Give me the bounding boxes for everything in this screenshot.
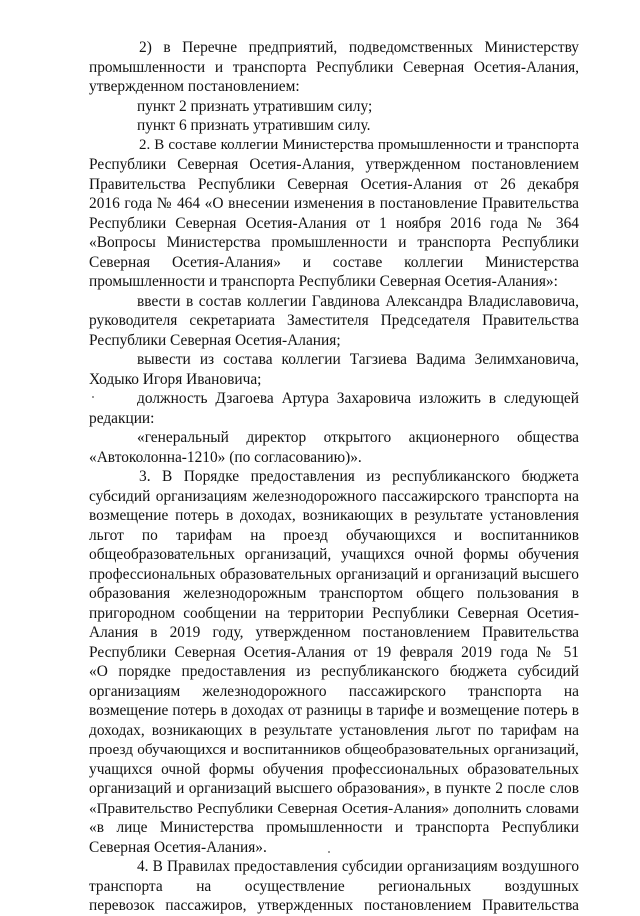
text-line: возмещение потерь в доходах от разницы в тарифе и возмещение потерь в — [89, 702, 579, 719]
text-line: пригородном сообщении на территории Республики Северная Осетия- — [89, 604, 579, 622]
text-line: Северная Осетия-Алания». — [89, 838, 267, 856]
text-line: профессиональных образовательных организаций и организаций высшего — [89, 565, 579, 583]
text-line: 2016 года № 464 «О внесении изменения в постановление Правительства — [89, 195, 579, 212]
text-line: образования железнодорожным транспортом общего пользования в — [89, 585, 579, 602]
text-line: организациям железнодорожного пассажирского транспорта на — [89, 682, 579, 700]
text-line: вывести из состава коллегии Тагзиева Вадима Зелимхановича, — [137, 351, 579, 368]
text-line: Республики Северная Осетия-Алания от 1 ноября 2016 года № 364 — [89, 214, 579, 232]
text-line: «Правительство Республики Северная Осетия-Алания» дополнить словами — [89, 799, 579, 817]
text-line: 2. В составе коллегии Министерства промышленности и транспорта — [139, 136, 579, 153]
text-line: «Вопросы Министерства промышленности и транспорта Республики — [89, 234, 579, 251]
text-line: утвержденном постановлением: — [89, 78, 300, 95]
text-line: Северная Осетия-Алания» и составе коллегии Министерства — [89, 253, 579, 271]
text-line: редакции: — [89, 409, 155, 427]
text-line: пункт 2 признать утратившим силу; — [137, 97, 373, 115]
text-line: Ходыко Игоря Ивановича; — [89, 370, 262, 388]
text-line: «генеральный директор открытого акционерного общества — [137, 429, 579, 446]
text-line: льгот по тарифам на проезд обучающихся и воспитанников — [89, 526, 579, 544]
text-line: возмещение потерь в доходах, возникающих в результате установления — [89, 507, 579, 524]
text-line: руководителя секретариата Заместителя Председателя Правительства — [89, 312, 579, 329]
text-line: 2) в Перечне предприятий, подведомственных Министерству — [139, 39, 579, 56]
text-line: проезд обучающихся и воспитанников общеобразовательных организаций, — [89, 741, 579, 758]
text-line: субсидий организациям железнодорожного пассажирского транспорта на — [89, 487, 579, 505]
document-body — [89, 38, 579, 916]
text-line: Алания в 2019 году, утвержденном постановлением Правительства — [89, 624, 579, 641]
text-line: 3. В Порядке предоставления из республиканского бюджета — [139, 468, 579, 485]
text-line: общеобразовательных организаций, учащихся очной формы обучения — [89, 546, 579, 563]
text-line: организаций и организаций высшего образования», в пункте 2 после слов — [89, 780, 579, 797]
text-line: ввести в состав коллегии Гавдинова Александра Владиславовича, — [137, 292, 579, 310]
text-line: промышленности и транспорта Республики Северная Осетия-Алания, — [89, 58, 579, 76]
text-line: учащихся очной формы обучения профессиональных образовательных — [89, 760, 579, 778]
text-line: должность Дзагоева Артура Захаровича изложить в следующей — [137, 390, 579, 407]
text-line: «О порядке предоставления из республиканского бюджета субсидий — [89, 663, 579, 680]
text-line: 4. В Правилах предоставления субсидии организациям воздушного — [137, 858, 579, 875]
text-line: доходах, возникающих в результате установления льгот по тарифам на — [89, 721, 579, 739]
text-line: перевозок пассажиров, утвержденных постановлением Правительства — [89, 897, 579, 914]
text-line: Правительства Республики Северная Осетия-Алания от 26 декабря — [89, 175, 579, 193]
text-line: транспорта на осуществление региональных воздушных — [89, 877, 579, 895]
text-line: «в лице Министерства промышленности и транспорта Республики — [89, 819, 579, 836]
text-line: Республики Северная Осетия-Алания от 19 февраля 2019 года № 51 — [89, 643, 579, 661]
text-line: «Автоколонна-1210» (по согласованию)». — [89, 448, 362, 466]
text-line: пункт 6 признать утратившим силу. — [137, 117, 371, 134]
text-line: Республики Северная Осетия-Алания, утвержденном постановлением — [89, 156, 579, 173]
text-line: Республики Северная Осетия-Алания; — [89, 331, 341, 349]
text-line: промышленности и транспорта Республики Северная Осетия-Алания»: — [89, 273, 558, 290]
